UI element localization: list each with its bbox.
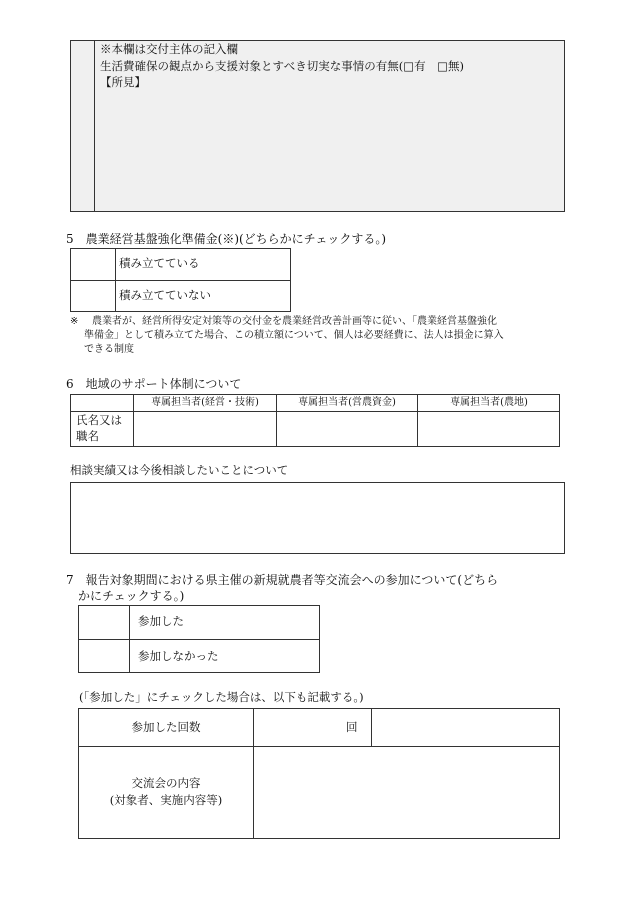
count-label: 参加した回数 — [131, 720, 201, 734]
reserve-note-line2: 準備金」として積み立てた場合、この積立額について、個人は必要経費に、法人は損金に算入 — [84, 330, 504, 341]
content-label-line2: (対象者、実施内容等) — [109, 793, 223, 807]
support-row-label-1: 氏名又は — [76, 413, 122, 427]
count-input[interactable] — [254, 709, 344, 746]
checkbox-no[interactable]: □ — [437, 59, 449, 73]
reserve-option-yes: 積み立てている — [119, 256, 200, 270]
exchange-checkbox-no[interactable] — [79, 640, 129, 672]
reserve-checkbox-no[interactable] — [71, 281, 115, 311]
support-row-label-2: 職名 — [76, 429, 99, 443]
section5-heading: 5 農業経営基盤強化準備金(※)(どちらかにチェックする。) — [66, 232, 387, 246]
reserve-note-line1: 農業者が、経営所得安定対策等の交付金を農業経営改善計画等に従い、「農業経営基盤強化 — [92, 316, 497, 327]
section7-heading-line1: 7 報告対象期間における県主催の新規就農者等交流会への参加について(どちら — [66, 573, 499, 587]
support-col-farmland: 専属担当者(農地) — [450, 397, 528, 408]
support-cell-farmland[interactable] — [418, 412, 559, 446]
option-yes-label: 有 — [414, 59, 426, 73]
opinion-label: 【所見】 — [100, 75, 146, 89]
section7-heading-line2: かにチェックする。) — [78, 589, 185, 603]
exchange-option-yes: 参加した — [138, 614, 184, 628]
exchange-followup-note: (「参加した」にチェックした場合は、以下も記載する。) — [79, 690, 364, 704]
section6-heading: 6 地域のサポート体制について — [66, 377, 242, 391]
support-col-management: 専属担当者(経営・技術) — [151, 397, 259, 408]
option-no-label: 無 — [448, 59, 460, 73]
support-col-funding: 専属担当者(営農資金) — [298, 397, 396, 408]
support-reason-question — [100, 60, 464, 74]
consult-textarea[interactable] — [70, 482, 565, 554]
reserve-note-mark: ※ — [70, 316, 79, 327]
admin-box-title: ※本欄は交付主体の記入欄 — [100, 42, 238, 56]
support-reason-text: 生活費確保の観点から支援対象とすべき切実な事情の有無( — [100, 59, 404, 73]
support-cell-management[interactable] — [134, 412, 276, 446]
content-label-line1: 交流会の内容 — [131, 776, 201, 790]
checkbox-yes[interactable]: □ — [403, 59, 415, 73]
detail-count-divider — [371, 708, 372, 746]
content-textarea[interactable] — [254, 747, 559, 838]
exchange-option-no: 参加しなかった — [138, 649, 219, 663]
admin-box-divider — [94, 40, 95, 212]
count-unit: 回 — [346, 720, 358, 734]
support-cell-funding[interactable] — [277, 412, 417, 446]
consult-label: 相談実績又は今後相談したいことについて — [70, 463, 289, 477]
reserve-checkbox-yes[interactable] — [71, 249, 115, 280]
reserve-note-line3: できる制度 — [84, 344, 134, 355]
support-reason-close: ) — [459, 59, 465, 73]
exchange-checkbox-yes[interactable] — [79, 606, 129, 639]
reserve-option-no: 積み立てていない — [119, 288, 211, 302]
